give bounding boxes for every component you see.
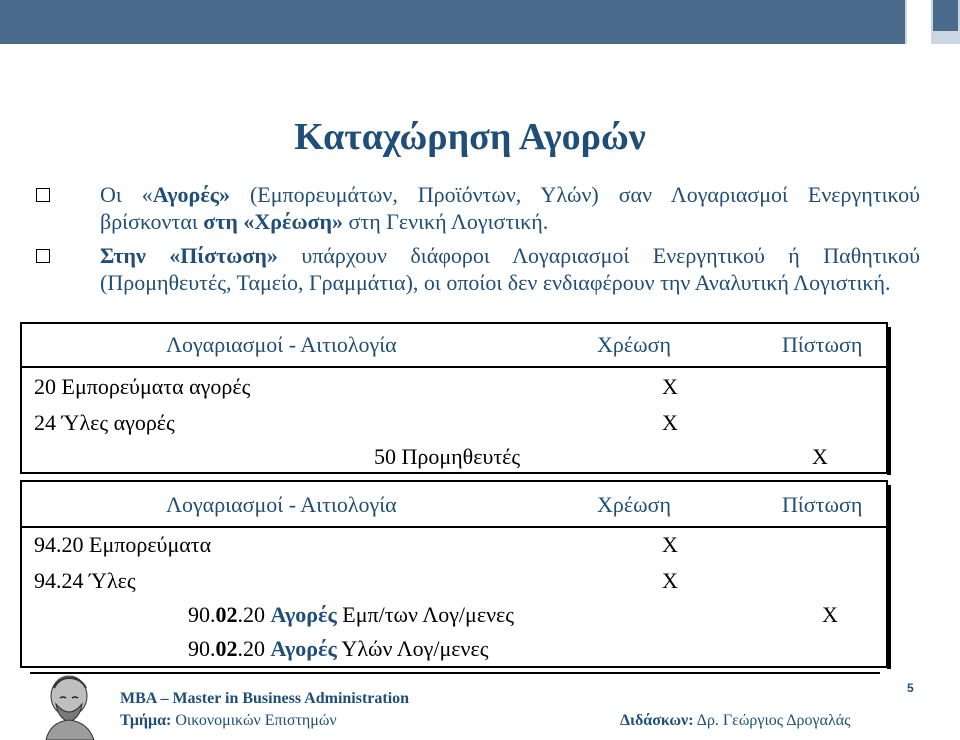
philosopher-bust-icon: [36, 670, 106, 740]
header-debit: Χρέωση: [597, 332, 671, 357]
slide-title: Καταχώρηση Αγορών: [294, 116, 646, 158]
footer-department: Τμήμα: Οικονομικών Επιστημών: [120, 712, 337, 729]
journal-table-analytical: [20, 480, 888, 668]
table-row-account: 90.02.20 Αγορές Εμπ/των Λογ/μενες: [188, 602, 514, 627]
table-row-account: 94.24 Ύλες: [34, 568, 136, 593]
top-decoration-bar: [0, 0, 960, 44]
bullet-square-icon: [36, 188, 50, 202]
table-row-account: 94.20 Εμπορεύματα: [34, 532, 212, 557]
table-row-credit: Χ: [822, 602, 838, 627]
footer-teacher: Διδάσκων: Δρ. Γεώργιος Δρογαλάς: [620, 712, 851, 729]
table-row-debit: Χ: [662, 410, 678, 435]
header-account: Λογαριασμοί - Αιτιολογία: [166, 492, 397, 517]
table-header: [22, 324, 886, 368]
header-credit: Πίστωση: [782, 492, 863, 517]
footer-program: MBA – Master in Business Administration: [120, 690, 410, 707]
table-row-debit: Χ: [662, 568, 678, 593]
table-row-account: 24 Ύλες αγορές: [34, 410, 175, 435]
bullet-text-2: Στην «Πίστωση» υπάρχουν διάφοροι Λογαριασμοί Ενεργητικού ή Παθητικού (Προμηθευτές, Ταμείο, Γραμμάτια), οι οποίοι δεν ενδιαφέρουν την Αναλυτική Λογιστική.: [100, 243, 920, 295]
table-row-account: 50 Προμηθευτές: [374, 444, 521, 469]
bullet-square-icon: [36, 249, 50, 263]
header-account: Λογαριασμοί - Αιτιολογία: [166, 332, 397, 357]
header-credit: Πίστωση: [782, 332, 863, 357]
bullet-text-1: Οι «Αγορές» (Εμπορευμάτων, Προϊόντων, Υλών) σαν Λογαριασμοί Ενεργητικού βρίσκονται στη «Χρέωση» στη Γενική Λογιστική.: [100, 182, 920, 234]
table-row-debit: Χ: [662, 374, 678, 399]
page-number: 5: [907, 681, 914, 695]
table-header: [22, 482, 886, 528]
table-row-debit: Χ: [662, 532, 678, 557]
table-row-account: 20 Εμπορεύματα αγορές: [34, 374, 251, 399]
table-row-credit: Χ: [812, 444, 828, 469]
journal-table-general: [20, 322, 888, 474]
table-row-account: 90.02.20 Αγορές Υλών Λογ/μενες: [188, 636, 489, 661]
header-debit: Χρέωση: [597, 492, 671, 517]
footer-divider: [30, 672, 880, 674]
